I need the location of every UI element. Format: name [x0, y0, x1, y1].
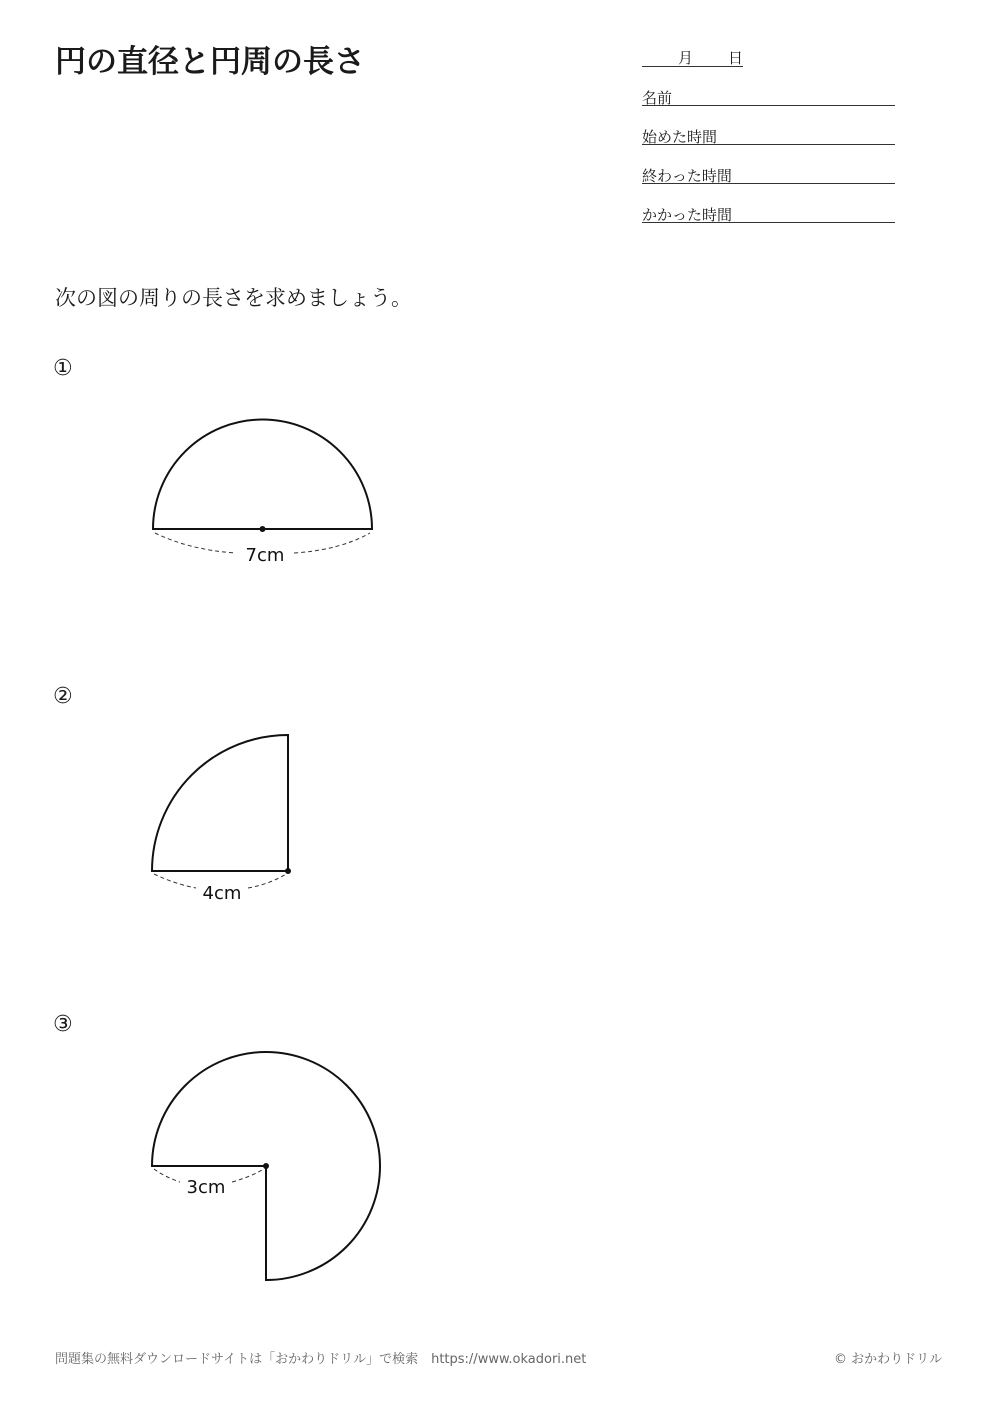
dimension-arc-left [154, 874, 196, 888]
dimension-arc-left [154, 1169, 180, 1182]
figure-3-three-quarter-circle [152, 1052, 380, 1280]
question-2-number: ② [53, 684, 73, 709]
figure-2-quarter-circle [152, 735, 291, 904]
day-label: 日 [728, 49, 744, 67]
end-time-label: 終わった時間 [642, 167, 732, 185]
question-1-number: ① [53, 356, 73, 381]
center-point [285, 868, 291, 874]
dimension-arc-right [232, 1169, 264, 1182]
figure-1-semicircle [153, 419, 372, 566]
dimension-arc-right [294, 533, 370, 553]
footer-source-text: 問題集の無料ダウンロードサイトは「おかわりドリル」で検索 https://www.okadori.net [55, 1352, 587, 1367]
instruction-text: 次の図の周りの長さを求めましょう。 [55, 286, 412, 310]
center-point [260, 526, 266, 532]
semicircle-shape [153, 419, 372, 529]
elapsed-time-label: かかった時間 [642, 206, 733, 224]
quarter-circle-shape [152, 735, 288, 871]
dimension-arc-right [248, 874, 286, 888]
page-title: 円の直径と円周の長さ [55, 44, 365, 80]
dimension-label-2: 4cm [202, 883, 242, 904]
start-time-label: 始めた時間 [642, 128, 718, 146]
dimension-arc-left [155, 533, 236, 553]
name-label: 名前 [642, 89, 673, 107]
dimension-label-3: 3cm [186, 1177, 226, 1198]
footer-copyright: © おかわりドリル [834, 1352, 943, 1367]
dimension-label-1: 7cm [245, 545, 285, 566]
question-3-number: ③ [53, 1012, 73, 1037]
center-point [263, 1163, 269, 1169]
month-label: 月 [678, 49, 694, 67]
